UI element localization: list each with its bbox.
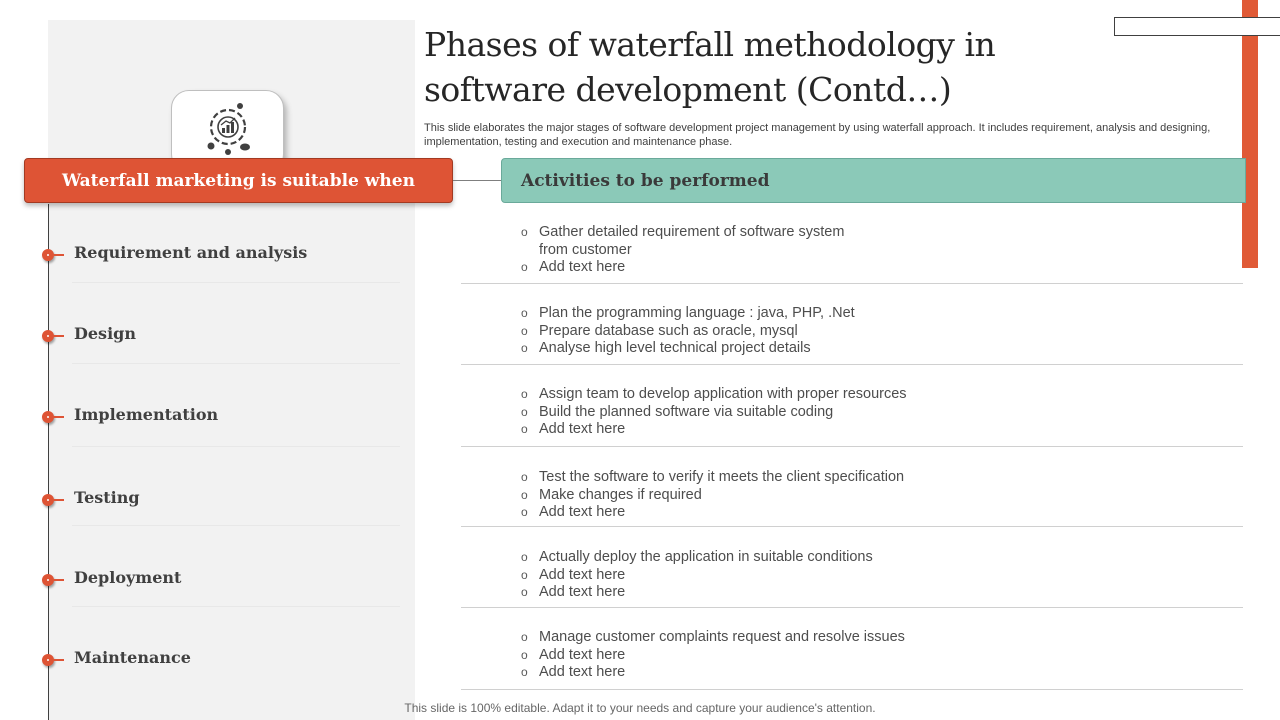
activity-item: o Test the software to verify it meets the client specification: [521, 469, 905, 485]
phase-deployment: [42, 566, 402, 594]
divider: [461, 607, 1243, 608]
phase-implementation: [42, 403, 402, 431]
page-subtitle: This slide elaborates the major stages of software development project management by using waterfall approach. It includes requirement, analysis and designing, implementation, testing and execution and maintenance phase.: [424, 122, 1211, 148]
divider: [461, 689, 1243, 690]
corner-box: [1114, 17, 1280, 36]
timeline-line: [48, 204, 49, 720]
phase-requirement: [42, 241, 402, 269]
phase-label: Requirement and analysis: [74, 243, 308, 262]
divider: [461, 446, 1243, 447]
activity-item: o Add text here: [521, 259, 626, 275]
divider: [72, 525, 400, 526]
activity-item: o Add text here: [521, 584, 626, 600]
timeline-dot: [42, 574, 54, 586]
activity-item: o Analyse high level technical project details: [521, 340, 811, 356]
activities-testing: [521, 469, 1241, 522]
phase-testing: [42, 486, 402, 514]
accent-bar: [1242, 0, 1258, 268]
activities-maintenance: [521, 629, 1241, 682]
phase-label: Testing: [74, 488, 140, 507]
phase-label: Implementation: [74, 405, 219, 424]
activity-item: o Gather detailed requirement of software system from customer: [521, 224, 845, 258]
divider: [461, 364, 1243, 365]
timeline-dot: [42, 654, 54, 666]
divider: [461, 526, 1243, 527]
footer-note: This slide is 100% editable. Adapt it to your needs and capture your audience's attention.: [404, 701, 876, 715]
divider: [72, 606, 400, 607]
activity-item: o Add text here: [521, 504, 626, 520]
activity-item: o Add text here: [521, 421, 626, 437]
divider: [461, 283, 1243, 284]
phase-label: Maintenance: [74, 648, 191, 667]
timeline-dot: [42, 330, 54, 342]
divider: [72, 363, 400, 364]
activity-item: o Add text here: [521, 646, 626, 663]
page-title: Phases of waterfall methodology in software development (Contd…): [424, 25, 996, 109]
activity-item: o Add text here: [521, 664, 626, 680]
header-connector: [453, 180, 501, 181]
activity-item: o Prepare database such as oracle, mysql: [521, 322, 798, 339]
activity-item: o Add text here: [521, 566, 626, 583]
phase-label: Deployment: [74, 568, 182, 587]
activity-item: o Plan the programming language : java, PHP, .Net: [521, 305, 855, 321]
activities-header: Activities to be performed: [501, 158, 1246, 203]
activity-item: o Assign team to develop application with proper resources: [521, 386, 907, 402]
activity-item: o Make changes if required: [521, 486, 702, 503]
suitable-when-header: Waterfall marketing is suitable when: [24, 158, 453, 203]
timeline-dot: [42, 411, 54, 423]
activity-item: o Build the planned software via suitable coding: [521, 403, 834, 420]
settings-growth-icon: [202, 101, 254, 157]
timeline-dot: [42, 249, 54, 261]
activities-design: [521, 305, 1241, 358]
divider: [72, 282, 400, 283]
activities-implementation: [521, 386, 1241, 439]
activities-deployment: [521, 549, 1241, 602]
divider: [72, 446, 400, 447]
phase-design: [42, 322, 402, 350]
phase-maintenance: [42, 646, 402, 674]
activity-item: o Actually deploy the application in suitable conditions: [521, 549, 873, 565]
timeline-dot: [42, 494, 54, 506]
activity-item: o Manage customer complaints request and resolve issues: [521, 629, 905, 645]
phase-label: Design: [74, 324, 136, 343]
activities-requirement: [521, 224, 861, 277]
